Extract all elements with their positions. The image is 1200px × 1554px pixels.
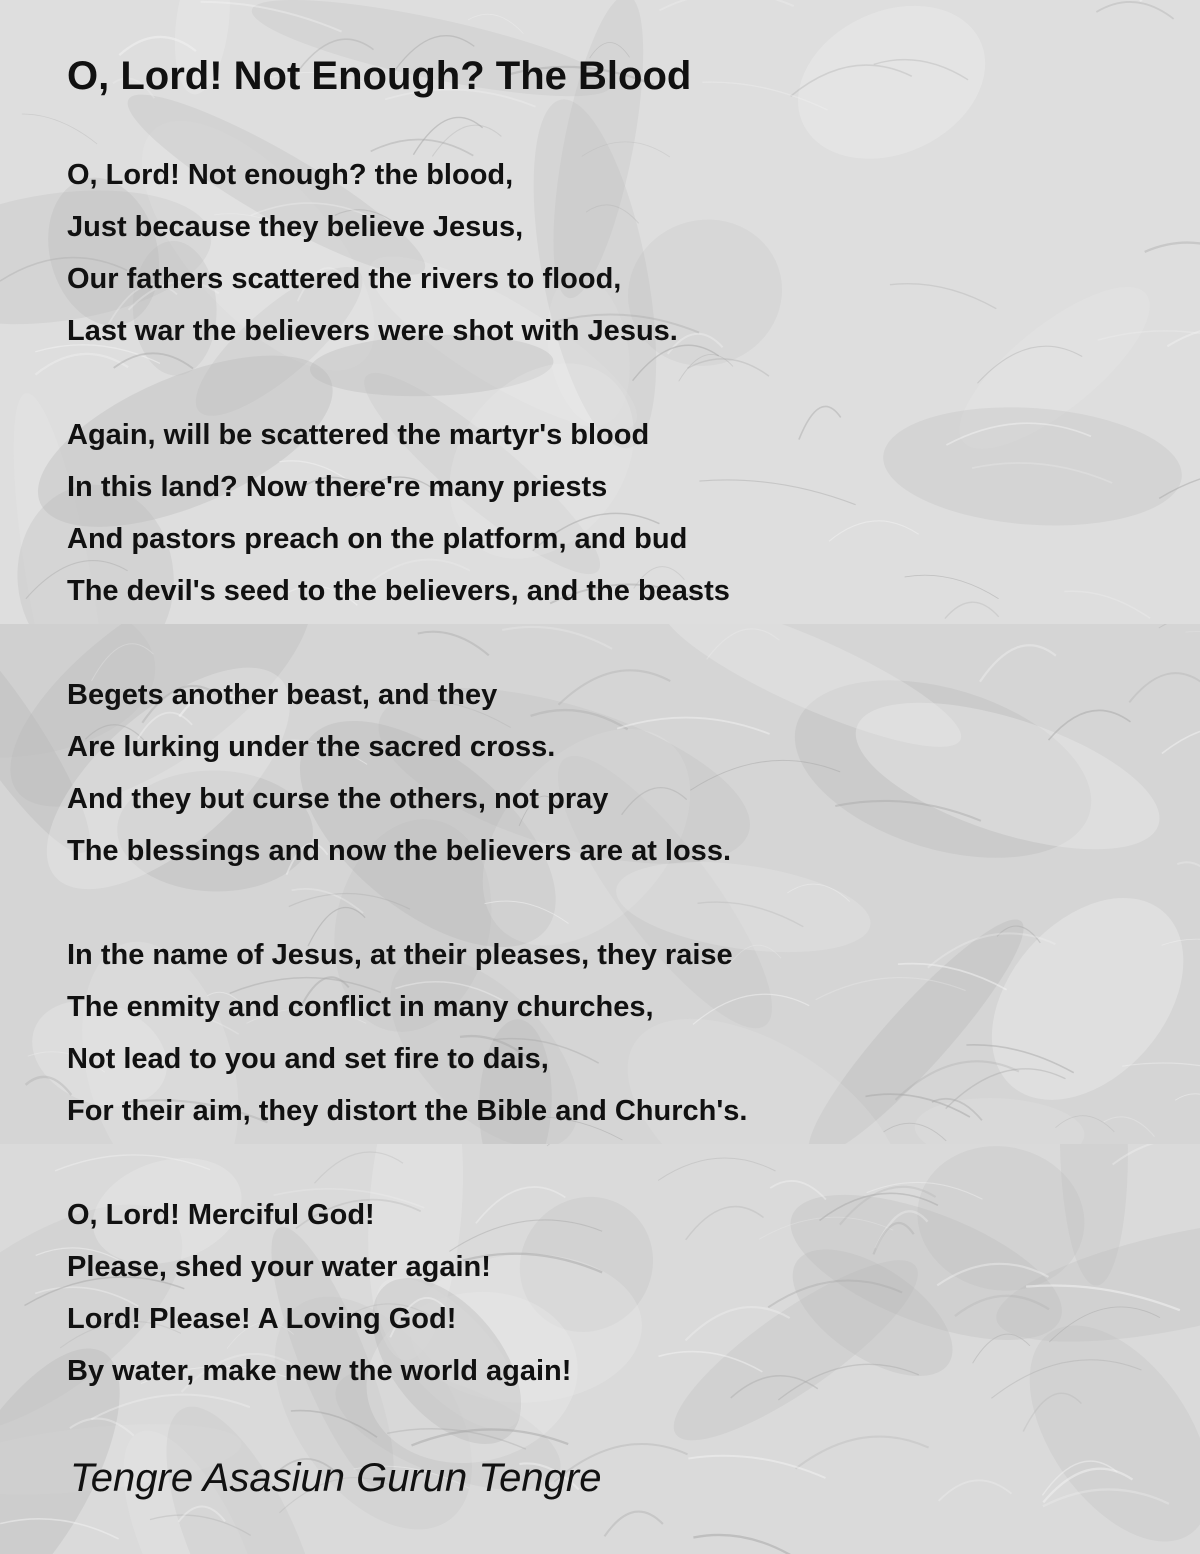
poem-title: O, Lord! Not Enough? The Blood (67, 54, 692, 98)
stanza (67, 929, 1147, 1137)
poem-line: Begets another beast, and they (67, 679, 498, 711)
poem-line: And they but curse the others, not pray (67, 783, 609, 815)
poem-line: In this land? Now there're many priests (67, 471, 608, 503)
poem-line: And pastors preach on the platform, and bud (67, 523, 688, 555)
poem-line: Last war the believers were shot with Jesus. (67, 315, 678, 347)
poem-line: Just because they believe Jesus, (67, 211, 524, 243)
stanza (67, 149, 1147, 357)
poem-line: Again, will be scattered the martyr's blood (67, 419, 650, 451)
poem-author: Tengre Asasiun Gurun Tengre (70, 1456, 602, 1500)
poem-line: In the name of Jesus, at their pleases, they raise (67, 939, 733, 971)
poem-line: The enmity and conflict in many churches, (67, 991, 654, 1023)
stanza (67, 409, 1147, 617)
poem-line: O, Lord! Merciful God! (67, 1199, 375, 1231)
poem-line: O, Lord! Not enough? the blood, (67, 159, 514, 191)
poem-line: Please, shed your water again! (67, 1251, 491, 1283)
poem-line: The devil's seed to the believers, and the beasts (67, 575, 730, 607)
poem-line: The blessings and now the believers are at loss. (67, 835, 731, 867)
poem-line: For their aim, they distort the Bible and Church's. (67, 1095, 748, 1127)
stanza (67, 669, 1147, 877)
poem-line: Not lead to you and set fire to dais, (67, 1043, 549, 1075)
poem-line: Lord! Please! A Loving God! (67, 1303, 457, 1335)
poem-line: Are lurking under the sacred cross. (67, 731, 556, 763)
poem-line: By water, make new the world again! (67, 1355, 572, 1387)
poem-body (67, 149, 1147, 1449)
poem-line: Our fathers scattered the rivers to flood, (67, 263, 622, 295)
stanza (67, 1189, 1147, 1397)
